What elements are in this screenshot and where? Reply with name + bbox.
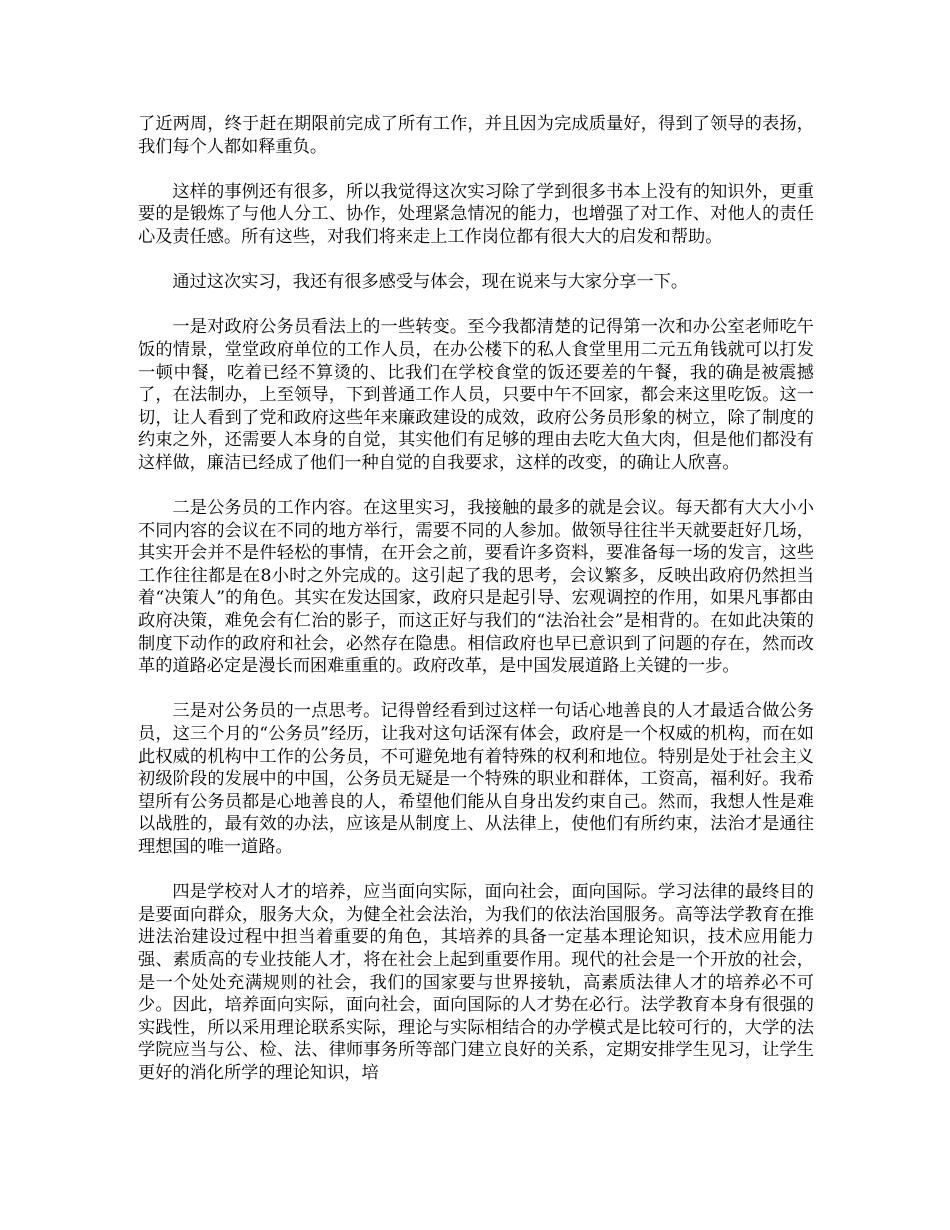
paragraph-1: 了近两周，终于赶在期限前完成了所有工作，并且因为完成质量好，得到了领导的表扬，我们每个人都如释重负。 [138, 114, 814, 157]
paragraph-7: 四是学校对人才的培养，应当面向实际，面向社会，面向国际。学习法律的最终目的是要面向群众，服务大众，为健全社会法治，为我们的依法治国服务。高等法学教育在推进法治建设过程中担当着重要的角色，其培养的具备一定基本理论知识，技术应用能力强、素质高的专业技能人才，将在社会上起到重要作用。现代的社会是一个开放的社会，是一个处处充满规则的社会，我们的国家要与世界接轨，高素质法律人才的培养必不可少。因此，培养面向实际，面向社会，面向国际的人才势在必行。法学教育本身有很强的实践性，所以采用理论联系实际，理论与实际相结合的办学模式是比较可行的，大学的法学院应当与公、检、法、律师事务所等部门建立良好的关系，定期安排学生见习，让学生更好的消化所学的理论知识，培 [138, 882, 814, 1083]
paragraph-3: 通过这次实习，我还有很多感受与体会，现在说来与大家分享一下。 [172, 272, 689, 293]
paragraph-5: 二是公务员的工作内容。在这里实习，我接触的最多的就是会议。每天都有大大小小不同内容的会议在不同的地方举行，需要不同的人参加。做领导往往半天就要赶好几场，其实开会并不是件轻松的事情，在开会之前，要看许多资料，要准备每一场的发言，这些工作往往都是在8小时之外完成的。这引起了我的思考，会议繁多，反映出政府仍然担当着“决策人”的角色。其实在发达国家，政府只是起引导、宏观调控的作用，如果凡事都由政府决策，难免会有仁治的影子，而这正好与我们的“法治社会”是相背的。在如此决策的制度下动作的政府和社会，必然存在隐患。相信政府也早已意识到了问题的存在，然而改革的道路必定是漫长而困难重重的。政府改革，是中国发展道路上关键的一步。 [138, 498, 814, 677]
paragraph-6: 三是对公务员的一点思考。记得曾经看到过这样一句话心地善良的人才最适合做公务员，这三个月的“公务员”经历，让我对这句话深有体会，政府是一个权威的机构，而在如此权威的机构中工作的公务员，不可避免地有着特殊的权利和地位。特别是处于社会主义初级阶段的发展中的中国，公务员无疑是一个特殊的职业和群体，工资高，福利好。我希望所有公务员都是心地善良的人，希望他们能从自身出发约束自己。然而，我想人性是难以战胜的，最有效的办法，应该是从制度上、从法律上，使他们有所约束，法治才是通往理想国的唯一道路。 [138, 701, 814, 857]
paragraph-2: 这样的事例还有很多，所以我觉得这次实习除了学到很多书本上没有的知识外，更重要的是锻炼了与他人分工、协作，处理紧急情况的能力，也增强了对工作、对他人的责任心及责任感。所有这些，对我们将来走上工作岗位都有很大大的启发和帮助。 [138, 181, 814, 247]
paragraph-4: 一是对政府公务员看法上的一些转变。至今我都清楚的记得第一次和办公室老师吃午饭的情景，堂堂政府单位的工作人员，在办公楼下的私人食堂里用二元五角钱就可以打发一顿中餐，吃着已经不算烫的、比我们在学校食堂的饭还要差的午餐，我的确是被震撼了，在法制办，上至领导，下到普通工作人员，只要中午不回家，都会来这里吃饭。这一切，让人看到了党和政府这些年来廉政建设的成效，政府公务员形象的树立，除了制度的约束之外，还需要人本身的自觉，其实他们有足够的理由去吃大鱼大肉，但是他们都没有这样做，廉洁已经成了他们一种自觉的自我要求，这样的改变，的确让人欣喜。 [138, 317, 814, 473]
document-body [138, 113, 814, 1107]
